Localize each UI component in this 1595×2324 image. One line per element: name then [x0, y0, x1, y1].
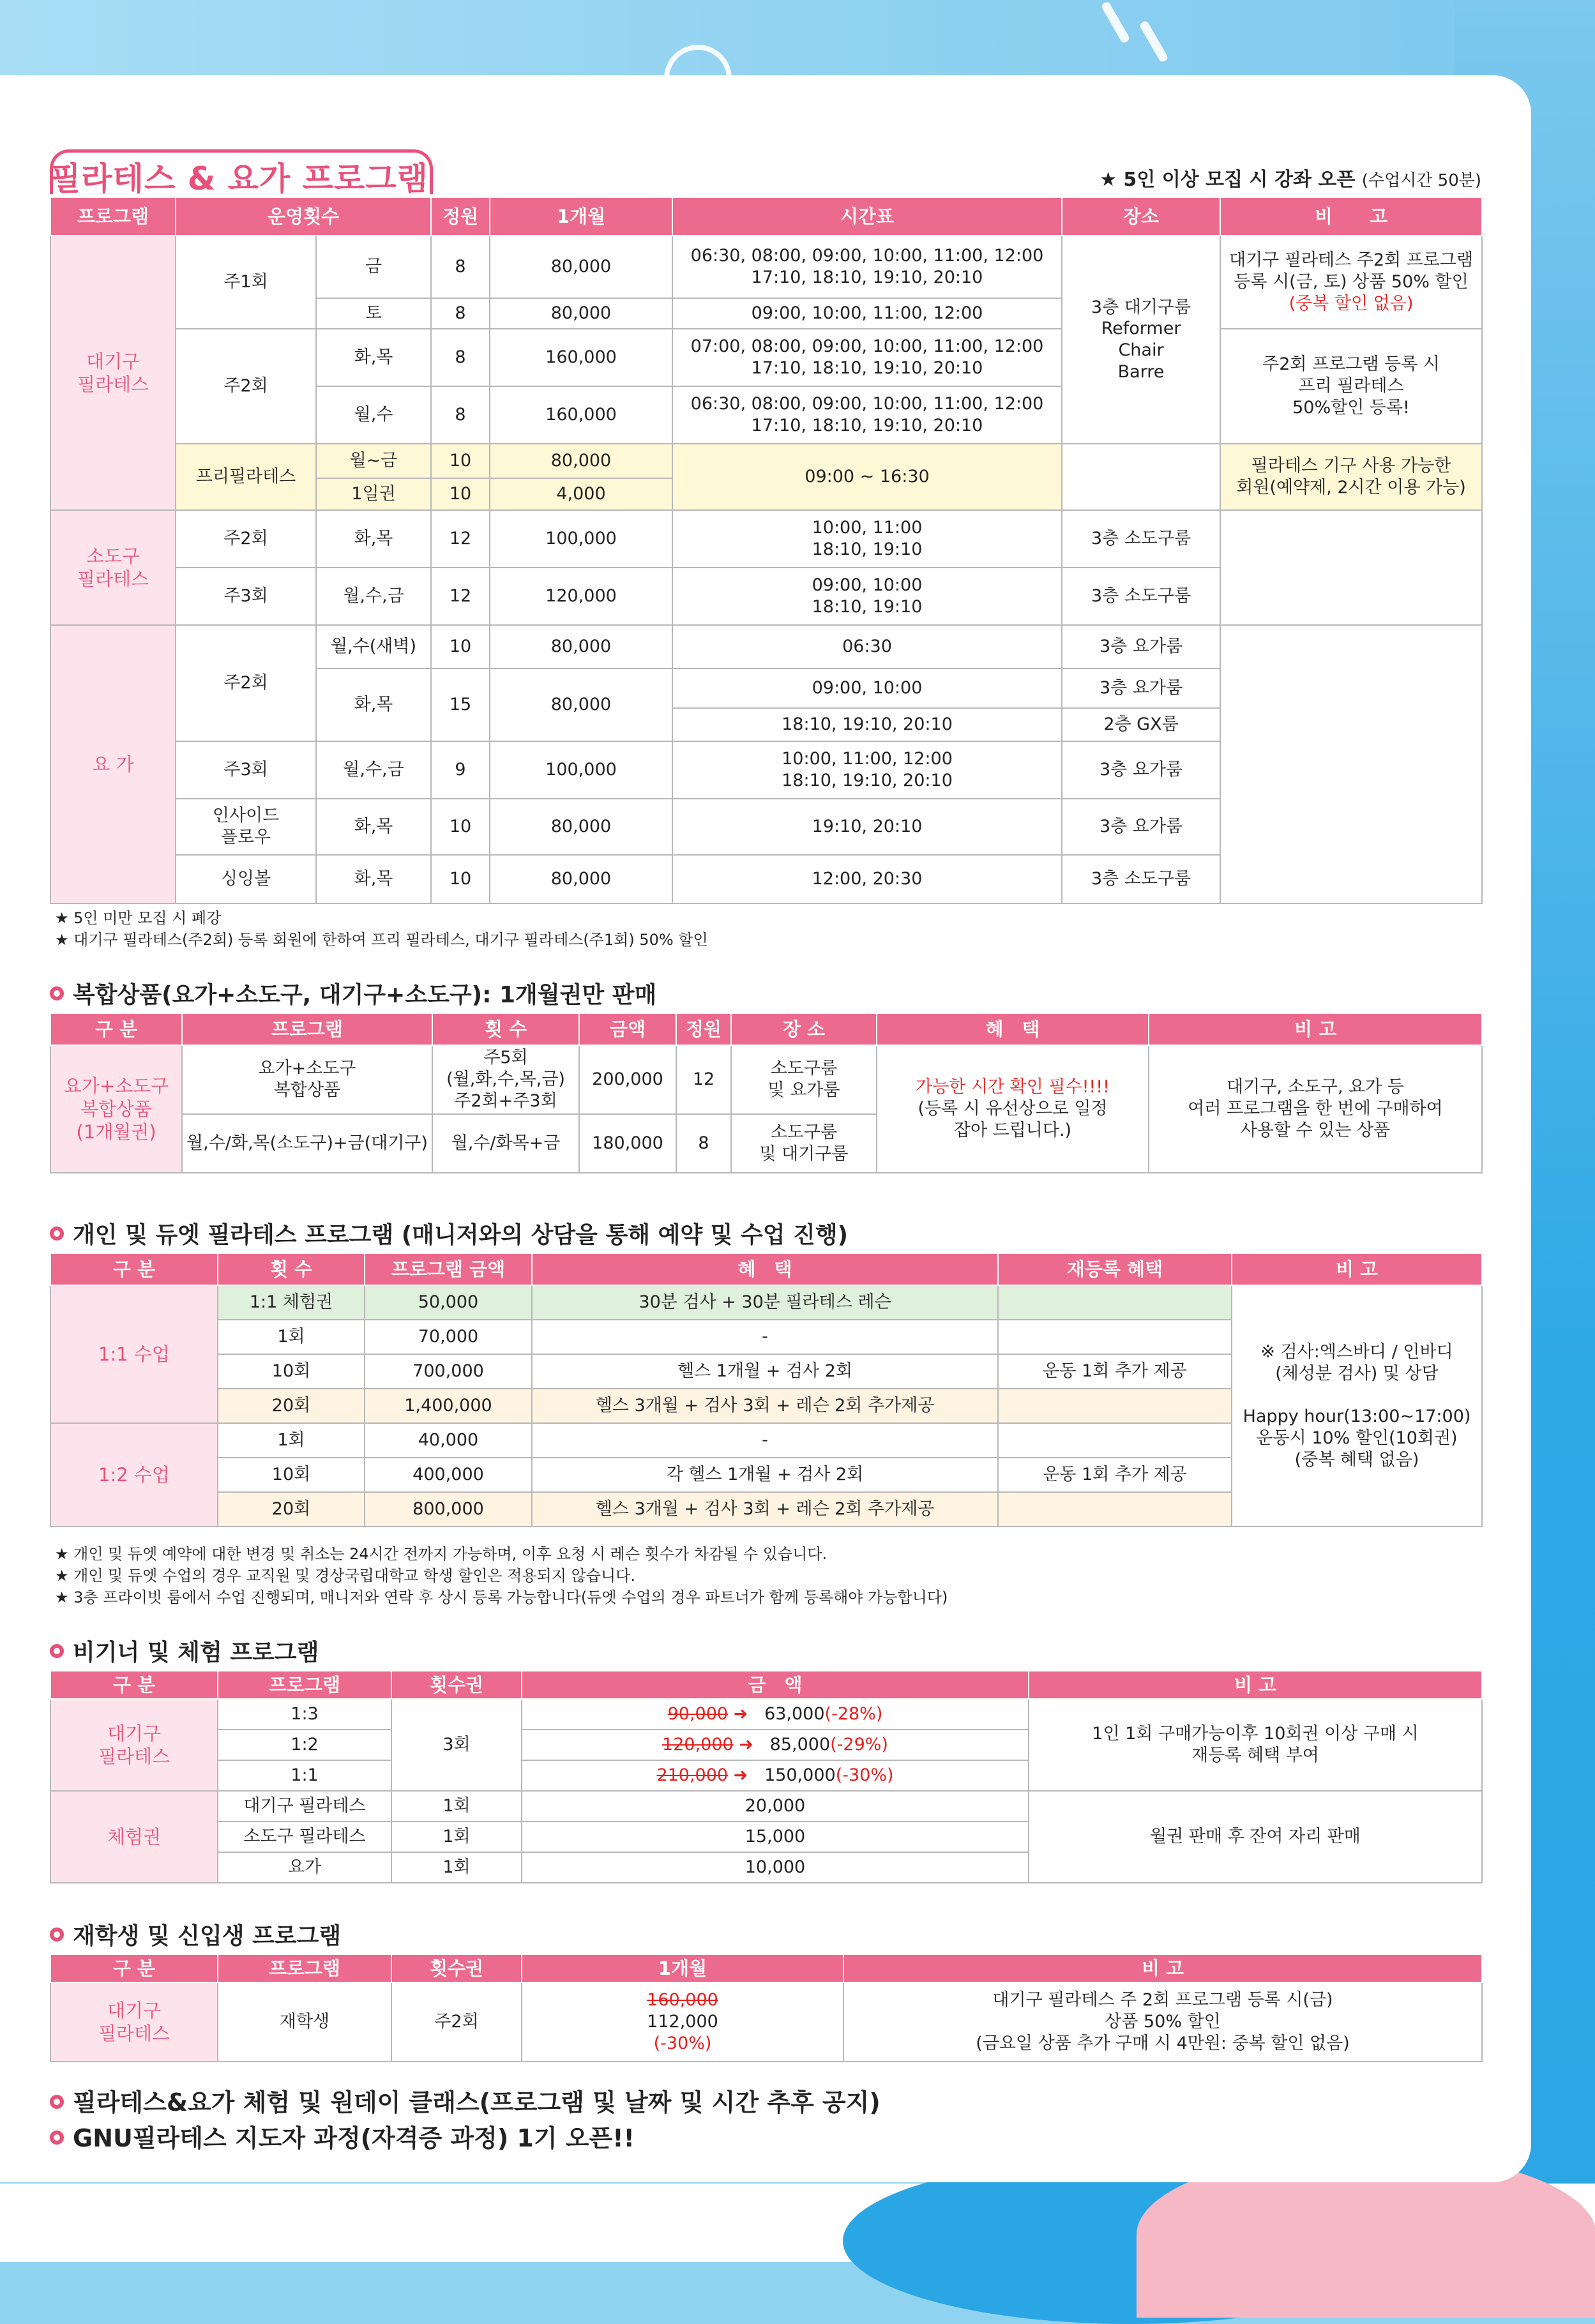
col-header: 프로그램	[218, 1671, 391, 1699]
cell: 토	[316, 298, 431, 329]
table-row	[50, 1699, 1482, 1730]
cell: 20회	[218, 1492, 365, 1527]
cell: 소도구룸 및 대기구룸	[731, 1114, 877, 1173]
cell: 1인 1회 구매가능이후 10회권 이상 구매 시 재등록 혜택 부여	[1029, 1699, 1482, 1791]
bullet-icon	[50, 1644, 64, 1658]
old-price: 90,000	[667, 1704, 729, 1724]
cell: 월,수,금	[316, 568, 431, 625]
personal-section-title	[50, 1217, 848, 1249]
col-header: 횟 수	[218, 1253, 365, 1285]
arrow-icon: ➜	[733, 1735, 759, 1755]
category-combo: 요가+소도구 복합상품 (1개월권)	[50, 1045, 182, 1173]
cell: 주3회	[176, 741, 316, 799]
cell: 월권 판매 후 잔여 자리 판매	[1029, 1791, 1482, 1883]
cell: 1회	[218, 1320, 365, 1354]
class-duration-note: (수업시간 50분)	[1361, 171, 1481, 190]
cell: 200,000	[579, 1045, 676, 1114]
category-yoga: 요 가	[50, 625, 176, 903]
footnote: ★ 3층 프라이빗 룸에서 수업 진행되며, 매니저와 연락 후 상시 등록 가능합니다(듀엣 수업의 경우 파트너가 함께 등록해야 가능합니다)	[55, 1588, 948, 1606]
cell	[998, 1285, 1232, 1320]
cell: 화,목	[316, 329, 431, 386]
arrow-icon: ➜	[728, 1765, 753, 1786]
cell: 80,000	[490, 298, 672, 329]
cell: 요가	[218, 1852, 391, 1883]
cell: 80,000	[490, 668, 672, 741]
price-cell	[522, 1730, 1029, 1760]
discount: (-30%)	[653, 2033, 712, 2053]
cell: 8	[431, 329, 490, 386]
cell: 160,000	[490, 386, 672, 444]
cell	[998, 1492, 1232, 1527]
col-header: 프로그램 금액	[365, 1253, 532, 1285]
cell: 프리필라테스	[176, 444, 316, 510]
cell	[998, 1389, 1232, 1423]
cell: 3층 요가룸	[1062, 741, 1220, 799]
cell: 10회	[218, 1354, 365, 1389]
personal-table	[50, 1253, 1483, 1527]
table-row	[50, 329, 1482, 386]
cell: 10	[431, 625, 490, 668]
cell: 2층 GX룸	[1062, 708, 1220, 741]
cell: 20,000	[522, 1791, 1029, 1822]
arrow-icon: ➜	[728, 1704, 753, 1724]
footnote: ★ 5인 미만 모집 시 폐강	[55, 909, 222, 927]
cell: 월,수(새벽)	[316, 625, 431, 668]
cell: 10	[431, 855, 490, 903]
cell: 3층 소도구룸	[1062, 568, 1220, 625]
cell: 1:3	[218, 1699, 391, 1730]
col-header: 운영횟수	[176, 197, 431, 236]
pilates-yoga-table	[50, 197, 1483, 904]
cell: 800,000	[365, 1492, 532, 1527]
cell: 월,수	[316, 386, 431, 444]
cell: 18:10, 19:10, 20:10	[672, 708, 1062, 741]
cell: 3회	[391, 1699, 522, 1791]
cell: 화,목	[316, 668, 431, 741]
cell: 10:00, 11:00, 12:00 18:10, 19:10, 20:10	[672, 741, 1062, 799]
cell: 재학생	[218, 1982, 391, 2062]
benefit-cell	[877, 1045, 1149, 1173]
new-price: 85,000	[769, 1735, 831, 1755]
cell-empty	[1062, 444, 1220, 510]
cell: 소도구룸 및 요가룸	[731, 1045, 877, 1114]
cell: 소도구 필라테스	[218, 1822, 391, 1852]
cell: 운동 1회 추가 제공	[998, 1458, 1232, 1492]
footnote: ★ 대기구 필라테스(주2회) 등록 회원에 한하여 프리 필라테스, 대기구 필라테스(주1회) 50% 할인	[55, 931, 708, 949]
cell: ※ 검사:엑스바디 / 인바디 (체성분 검사) 및 상담 Happy hour(13:00~17:00) 운동시 10% 할인(10회권) (중복 혜택 없음)	[1232, 1285, 1482, 1527]
discount: (-28%)	[824, 1704, 883, 1724]
col-header: 시간표	[672, 197, 1062, 236]
table-row	[50, 625, 1482, 668]
col-header: 비 고	[843, 1954, 1482, 1982]
cell: 대기구 필라테스 주 2회 프로그램 등록 시(금) 상품 50% 할인 (금요일 상품 추가 구매 시 4만원: 중복 할인 없음)	[843, 1982, 1482, 2062]
cell: 09:00, 10:00, 11:00, 12:00	[672, 298, 1062, 329]
cell: 대기구 필라테스	[218, 1791, 391, 1822]
col-header: 금 액	[522, 1671, 1029, 1699]
note-text: 대기구 필라테스 주2회 프로그램 등록 시(금, 토) 상품 50% 할인	[1229, 250, 1473, 292]
cell: 10,000	[522, 1852, 1029, 1883]
cell: 주3회	[176, 568, 316, 625]
cell: 160,000	[490, 329, 672, 386]
table-header-row	[50, 1013, 1482, 1045]
cell: 80,000	[490, 855, 672, 903]
col-header: 장소	[1062, 197, 1220, 236]
cell: 06:30, 08:00, 09:00, 10:00, 11:00, 12:00 17:10, 18:10, 19:10, 20:10	[672, 386, 1062, 444]
cell: 12	[431, 510, 490, 568]
cell: 40,000	[365, 1423, 532, 1458]
cell: 20회	[218, 1389, 365, 1423]
table-header-row	[50, 197, 1482, 236]
open-notice	[1100, 163, 1481, 192]
cell: 금	[316, 236, 431, 298]
combo-title-text: 복합상품(요가+소도구, 대기구+소도구): 1개월권만 판매	[73, 982, 657, 1008]
cell: 헬스 1개월 + 검사 2회	[532, 1354, 998, 1389]
student-table	[50, 1954, 1483, 2062]
cell: 80,000	[490, 236, 672, 298]
cell: 10	[431, 799, 490, 855]
discount: (-29%)	[830, 1735, 888, 1755]
cell: 120,000	[490, 568, 672, 625]
category-trial: 체험권	[50, 1791, 218, 1883]
beginner-title-text: 비기너 및 체험 프로그램	[73, 1640, 319, 1666]
cell: 월,수/화목+금	[432, 1114, 579, 1173]
col-header: 횟 수	[432, 1013, 579, 1045]
footer-notice-instructor	[50, 2118, 635, 2154]
footnote: ★ 개인 및 듀엣 예약에 대한 변경 및 취소는 24시간 전까지 가능하며, 이후 요청 시 레슨 횟수가 차감될 수 있습니다.	[55, 1545, 828, 1563]
col-header: 횟수권	[391, 1671, 522, 1699]
note-cell	[1220, 236, 1482, 329]
cell: 10:00, 11:00 18:10, 19:10	[672, 510, 1062, 568]
cell-empty	[1220, 625, 1482, 903]
cell: 400,000	[365, 1458, 532, 1492]
col-header: 1개월	[522, 1954, 843, 1982]
category-daegigu: 대기구 필라테스	[50, 236, 176, 510]
price-cell	[522, 1699, 1029, 1730]
cell: 07:00, 08:00, 09:00, 10:00, 11:00, 12:00 17:10, 18:10, 19:10, 20:10	[672, 329, 1062, 386]
cell: -	[532, 1320, 998, 1354]
benefit-red: 가능한 시간 확인 필수!!!!	[916, 1077, 1110, 1098]
bullet-icon	[50, 2095, 64, 2109]
footnote: ★ 개인 및 듀엣 수업의 경우 교직원 및 경상국립대학교 학생 할인은 적용되지 않습니다.	[55, 1567, 635, 1585]
table-row	[50, 1791, 1482, 1822]
cell: 월~금	[316, 444, 431, 478]
category-daegigu: 대기구 필라테스	[50, 1982, 218, 2062]
table-row	[50, 444, 1482, 478]
price-cell	[522, 1760, 1029, 1791]
col-header: 혜 택	[532, 1253, 998, 1285]
cell: 싱잉볼	[176, 855, 316, 903]
category-1on2: 1:2 수업	[50, 1423, 218, 1527]
cell: 30분 검사 + 30분 필라테스 레슨	[532, 1285, 998, 1320]
new-price: 150,000	[764, 1765, 836, 1786]
combo-section-title	[50, 977, 656, 1009]
open-notice-text: ★ 5인 이상 모집 시 강좌 오픈	[1100, 169, 1356, 191]
col-header: 비 고	[1029, 1671, 1482, 1699]
cell: 월,수,금	[316, 741, 431, 799]
cell	[998, 1320, 1232, 1354]
cell: 06:30, 08:00, 09:00, 10:00, 11:00, 12:00 17:10, 18:10, 19:10, 20:10	[672, 236, 1062, 298]
col-header: 정원	[676, 1013, 731, 1045]
pilates-yoga-title: 필라테스 & 요가 프로그램	[50, 160, 428, 197]
col-header: 비 고	[1232, 1253, 1482, 1285]
cell: 요가+소도구 복합상품	[182, 1045, 432, 1114]
cell: 70,000	[365, 1320, 532, 1354]
cell: 06:30	[672, 625, 1062, 668]
table-row	[50, 236, 1482, 298]
new-price: 63,000	[764, 1704, 825, 1724]
cell: 12	[676, 1045, 731, 1114]
cell: 10	[431, 444, 490, 478]
footer-notice-oneday	[50, 2083, 881, 2118]
cell: 15	[431, 668, 490, 741]
table-header-row	[50, 1954, 1482, 1982]
cell: 인사이드 플로우	[176, 799, 316, 855]
col-header: 정원	[431, 197, 490, 236]
table-row	[50, 510, 1482, 568]
old-price: 210,000	[656, 1765, 729, 1786]
beginner-section-title	[50, 1634, 319, 1667]
cell: 3층 소도구룸	[1062, 855, 1220, 903]
col-header: 구 분	[50, 1013, 182, 1045]
col-header: 금액	[579, 1013, 676, 1045]
cell: 180,000	[579, 1114, 676, 1173]
cell-empty	[1220, 510, 1482, 625]
cell: 1회	[391, 1822, 522, 1852]
cell: 각 헬스 1개월 + 검사 2회	[532, 1458, 998, 1492]
cell: 8	[431, 386, 490, 444]
cell: -	[532, 1423, 998, 1458]
bullet-icon	[50, 1226, 64, 1241]
student-section-title	[50, 1918, 341, 1950]
cell: 주2회 프로그램 등록 시 프리 필라테스 50%할인 등록!	[1220, 329, 1482, 444]
col-header: 횟수권	[391, 1954, 522, 1982]
cell: 대기구, 소도구, 요가 등 여러 프로그램을 한 번에 구매하여 사용할 수 있는 상품	[1149, 1045, 1482, 1173]
col-header: 구 분	[50, 1671, 218, 1699]
cell: 8	[676, 1114, 731, 1173]
cell: 8	[431, 236, 490, 298]
price-cell	[522, 1982, 843, 2062]
col-header: 프로그램	[182, 1013, 432, 1045]
cell: 3층 소도구룸	[1062, 510, 1220, 568]
discount: (-30%)	[835, 1765, 894, 1786]
cell: 화,목	[316, 510, 431, 568]
cell: 화,목	[316, 799, 431, 855]
cell: 15,000	[522, 1822, 1029, 1852]
cell: 10회	[218, 1458, 365, 1492]
col-header: 비 고	[1149, 1013, 1482, 1045]
cell: 700,000	[365, 1354, 532, 1389]
table-row	[50, 1982, 1482, 2062]
cell: 10	[431, 478, 490, 510]
cell: 3층 요가룸	[1062, 625, 1220, 668]
beginner-table	[50, 1670, 1483, 1883]
table-header-row	[50, 1253, 1482, 1285]
cell: 주1회	[176, 236, 316, 329]
cell: 3층 요가룸	[1062, 668, 1220, 708]
cell: 4,000	[490, 478, 672, 510]
cell: 3층 요가룸	[1062, 799, 1220, 855]
benefit-text: (등록 시 유선상으로 일정 잡아 드립니다.)	[918, 1099, 1108, 1140]
cell: 1:1 체험권	[218, 1285, 365, 1320]
cell: 100,000	[490, 741, 672, 799]
cell: 80,000	[490, 444, 672, 478]
cell: 1:1	[218, 1760, 391, 1791]
col-header: 혜 택	[877, 1013, 1149, 1045]
category-sodogu: 소도구 필라테스	[50, 510, 176, 625]
cell: 1,400,000	[365, 1389, 532, 1423]
cell: 필라테스 기구 사용 가능한 회원(예약제, 2시간 이용 가능)	[1220, 444, 1482, 510]
cell: 80,000	[490, 799, 672, 855]
cell: 09:00, 10:00 18:10, 19:10	[672, 568, 1062, 625]
col-header: 장 소	[731, 1013, 877, 1045]
cell: 1회	[218, 1423, 365, 1458]
cell: 1일권	[316, 478, 431, 510]
cell: 주2회	[176, 329, 316, 444]
cell: 12	[431, 568, 490, 625]
table-header-row	[50, 1671, 1482, 1699]
cell	[998, 1423, 1232, 1458]
table-row	[50, 1285, 1482, 1320]
col-header: 재등록 혜택	[998, 1253, 1232, 1285]
personal-title-text: 개인 및 듀엣 필라테스 프로그램 (매니저와의 상담을 통해 예약 및 수업 진행)	[73, 1222, 849, 1248]
col-header: 1개월	[490, 197, 672, 236]
cell: 주5회 (월,화,수,목,금) 주2회+주3회	[432, 1045, 579, 1114]
cell: 100,000	[490, 510, 672, 568]
cell: 19:10, 20:10	[672, 799, 1062, 855]
cell: 09:00, 10:00	[672, 668, 1062, 708]
cell: 09:00 ~ 16:30	[672, 444, 1062, 510]
cell: 1회	[391, 1791, 522, 1822]
old-price: 160,000	[647, 1990, 718, 2011]
cell: 주2회	[176, 625, 316, 741]
cell: 1:2	[218, 1730, 391, 1760]
category-daegigu: 대기구 필라테스	[50, 1699, 218, 1791]
cell: 주2회	[176, 510, 316, 568]
cell: 3층 대기구룸 Reformer Chair Barre	[1062, 236, 1220, 444]
cell: 8	[431, 298, 490, 329]
cell: 화,목	[316, 855, 431, 903]
bullet-icon	[50, 1928, 64, 1942]
col-header: 프로그램	[218, 1954, 391, 1982]
col-header: 비 고	[1220, 197, 1482, 236]
cell: 1회	[391, 1852, 522, 1883]
note-red: (중복 할인 없음)	[1289, 293, 1414, 313]
new-price: 112,000	[647, 2012, 718, 2032]
old-price: 120,000	[662, 1735, 734, 1755]
table-row	[50, 1045, 1482, 1114]
student-title-text: 재학생 및 신입생 프로그램	[73, 1923, 342, 1949]
cell: 50,000	[365, 1285, 532, 1320]
cell: 헬스 3개월 + 검사 3회 + 레슨 2회 추가제공	[532, 1389, 998, 1423]
cell: 9	[431, 741, 490, 799]
bullet-icon	[50, 2131, 64, 2145]
cell: 헬스 3개월 + 검사 3회 + 레슨 2회 추가제공	[532, 1492, 998, 1527]
combo-table	[50, 1013, 1483, 1173]
cell: 주2회	[391, 1982, 522, 2062]
category-1on1: 1:1 수업	[50, 1285, 218, 1423]
col-header: 프로그램	[50, 197, 176, 236]
bullet-icon	[50, 986, 64, 1000]
cell: 80,000	[490, 625, 672, 668]
cell: 월,수/화,목(소도구)+금(대기구)	[182, 1114, 432, 1173]
footer-text: GNU필라테스 지도자 과정(자격증 과정) 1기 오픈!!	[73, 2124, 635, 2152]
col-header: 구 분	[50, 1253, 218, 1285]
footer-text: 필라테스&요가 체험 및 원데이 클래스(프로그램 및 날짜 및 시간 추후 공지)	[73, 2088, 881, 2116]
cell: 운동 1회 추가 제공	[998, 1354, 1232, 1389]
col-header: 구 분	[50, 1954, 218, 1982]
cell: 12:00, 20:30	[672, 855, 1062, 903]
